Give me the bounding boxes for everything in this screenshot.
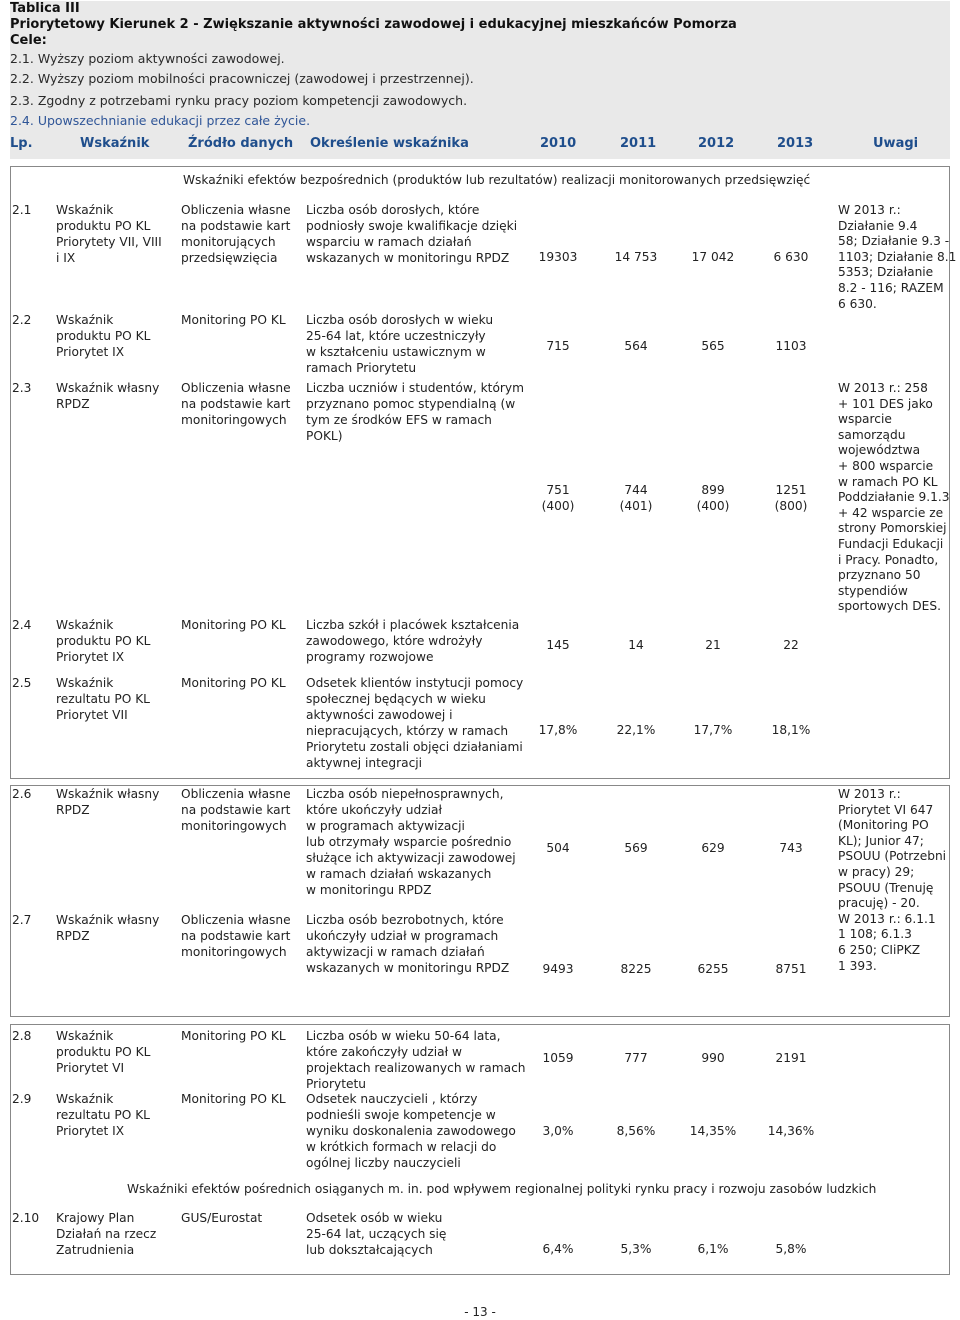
goal-item: 2.4. Upowszechnianie edukacji przez całe życie. xyxy=(10,113,311,128)
note-line: W 2013 r.: 258 xyxy=(838,381,928,395)
row-indicator-line: Priorytety VII, VIII xyxy=(56,235,162,249)
row-definition-line: podnieśli swoje kompetencje w xyxy=(306,1108,496,1122)
row-indicator-line: Wskaźnik własny xyxy=(56,381,160,395)
row-definition-line: wyniku doskonalenia zawodowego xyxy=(306,1124,516,1138)
row-value-2010: 19303 xyxy=(538,250,578,264)
row-definition-line: lub otrzymały wsparcie pośrednio xyxy=(306,835,512,849)
column-header-2013: 2013 xyxy=(777,136,814,151)
row-indicator-line: RPDZ xyxy=(56,397,90,411)
note-line: 6 250; CIiPKZ xyxy=(838,943,921,957)
goal-item: 2.2. Wyższy poziom mobilności pracowniczej (zawodowej i przestrzennej). xyxy=(10,71,474,86)
row-definition-line: podniosły swoje kwalifikacje dzięki xyxy=(306,219,518,233)
row-indicator-line: produktu PO KL xyxy=(56,1045,151,1059)
row-definition-line: w kształceniu ustawicznym w xyxy=(306,345,486,359)
row-definition-line: aktywizacji w ramach działań xyxy=(306,945,485,959)
row-value-2010: 3,0% xyxy=(542,1124,574,1138)
row-lp: 2.3 xyxy=(12,381,32,395)
row-value-2013: 14,36% xyxy=(767,1124,815,1138)
row-definition-line: w monitoringu RPDZ xyxy=(306,883,432,897)
row-source-line: na podstawie kart xyxy=(181,219,291,233)
row-source-line: przedsięwzięcia xyxy=(181,251,278,265)
row-lp: 2.8 xyxy=(12,1029,32,1043)
note-line: pracuję) - 20. xyxy=(838,896,920,911)
row-value-2010: 6,4% xyxy=(542,1242,574,1256)
note-line: Priorytet VI 647 xyxy=(838,802,934,817)
note-line: + 42 wsparcie ze xyxy=(838,505,944,520)
row-source-line: na podstawie kart xyxy=(181,803,291,817)
note-line: W 2013 r.: xyxy=(838,787,901,801)
row-indicator-line: rezultatu PO KL xyxy=(56,1108,150,1122)
row-value-2013: 22 xyxy=(783,638,799,652)
row-indicator-line: Wskaźnik xyxy=(56,1029,114,1043)
row-value-2011: 744 xyxy=(624,483,648,497)
row-definition-line: w programach aktywizacji xyxy=(306,819,465,833)
section-title-direct: Wskaźniki efektów bezpośrednich (produktów lub rezultatów) realizacji monitorowanych przedsięwzięć xyxy=(183,173,811,187)
row-value-2012: 21 xyxy=(705,638,721,652)
note-line: 6 630. xyxy=(838,296,877,311)
note-line: strony Pomorskiej xyxy=(838,521,947,536)
row-indicator-line: Działań na rzecz xyxy=(56,1227,157,1241)
row-definition-line: niepracujących, którzy w ramach xyxy=(306,724,509,738)
row-source-line: Obliczenia własne xyxy=(181,787,291,801)
row-lp: 2.7 xyxy=(12,913,32,927)
row-value-2013: 8751 xyxy=(775,962,807,976)
row-definition-line: Odsetek osób w wieku xyxy=(306,1211,443,1225)
row-definition-line: Liczba osób w wieku 50-64 lata, xyxy=(306,1029,501,1043)
row-value-2013: 1251 xyxy=(775,483,807,497)
row-value-2010: 1059 xyxy=(542,1051,574,1065)
row-indicator-line: Priorytet VII xyxy=(56,708,128,722)
row-source-line: monitorujących xyxy=(181,235,276,249)
row-indicator-line: Priorytet IX xyxy=(56,345,125,359)
row-lp: 2.9 xyxy=(12,1092,32,1106)
row-indicator-line: i IX xyxy=(56,251,76,265)
row-value-note-2011: (401) xyxy=(619,499,653,513)
row-definition-line: w ramach działań wskazanych xyxy=(306,867,492,881)
row-definition-line: 25-64 lat, które uczestniczyły xyxy=(306,329,486,343)
row-definition-line: które ukończyły udział xyxy=(306,803,442,817)
row-indicator-line: Priorytet IX xyxy=(56,1124,125,1138)
row-value-note-2010: (400) xyxy=(541,499,575,513)
row-indicator-line: RPDZ xyxy=(56,803,90,817)
note-line: sportowych DES. xyxy=(838,599,941,614)
note-line: w ramach PO KL xyxy=(838,474,938,489)
row-indicator-line: Zatrudnienia xyxy=(56,1243,135,1257)
row-definition-line: zawodowego, które wdrożyły xyxy=(306,634,483,648)
row-indicator-line: Krajowy Plan xyxy=(56,1211,135,1225)
note-line: w pracy) 29; xyxy=(838,865,915,879)
note-line: przyznano 50 xyxy=(838,568,921,583)
row-source-line: Obliczenia własne xyxy=(181,203,291,217)
section-title-indirect: Wskaźniki efektów pośrednich osiąganych m. in. pod wpływem regionalnej polityki rynku pracy i rozwoju zasobów ludzkich xyxy=(127,1182,877,1196)
row-source-line: Monitoring PO KL xyxy=(181,1092,286,1106)
row-source-line: Monitoring PO KL xyxy=(181,618,286,632)
note-line: + 101 DES jako xyxy=(838,396,933,411)
row-source-line: Obliczenia własne xyxy=(181,913,291,927)
row-definition-line: społecznej będących w wieku xyxy=(306,692,486,706)
column-header-lp: Lp. xyxy=(10,136,33,151)
row-value-2012: 565 xyxy=(701,339,725,353)
row-value-2012: 17 042 xyxy=(691,250,735,264)
row-lp: 2.5 xyxy=(12,676,32,690)
note-line: wsparcie xyxy=(838,412,892,427)
row-definition-line: Liczba osób dorosłych w wieku xyxy=(306,313,494,327)
note-line: KL); Junior 47; xyxy=(838,833,924,848)
row-value-2010: 145 xyxy=(546,638,570,652)
row-indicator-line: Wskaźnik xyxy=(56,1092,114,1106)
row-indicator-line: Priorytet VI xyxy=(56,1061,125,1075)
note-line: 8.2 - 116; RAZEM xyxy=(838,281,944,295)
row-definition-line: programy rozwojowe xyxy=(306,650,434,664)
note-line: 1 108; 6.1.3 xyxy=(838,927,912,942)
note-line: stypendiów xyxy=(838,583,908,598)
row-value-2011: 564 xyxy=(624,339,648,353)
row-value-2011: 22,1% xyxy=(616,723,656,737)
row-indicator-line: produktu PO KL xyxy=(56,219,151,233)
row-indicator-line: produktu PO KL xyxy=(56,329,151,343)
row-definition-line: lub dokształcających xyxy=(306,1243,433,1257)
note-line: województwa xyxy=(838,443,921,458)
row-definition-line: projektach realizowanych w ramach xyxy=(306,1061,526,1075)
row-definition-line: w krótkich formach w relacji do xyxy=(306,1140,497,1154)
row-definition-line: tym ze środków EFS w ramach xyxy=(306,413,492,427)
row-definition-line: które zakończyły udział w xyxy=(306,1045,462,1059)
note-line: PSOUU (Trenuję xyxy=(838,880,934,895)
row-definition-line: Liczba osób dorosłych, które xyxy=(306,203,480,217)
row-lp: 2.4 xyxy=(12,618,32,632)
row-source-line: Monitoring PO KL xyxy=(181,1029,286,1043)
row-indicator-line: Wskaźnik własny xyxy=(56,787,160,801)
note-line: 1103; Działanie 8.1 xyxy=(838,249,957,264)
column-header-2010: 2010 xyxy=(540,136,577,151)
row-value-2012: 990 xyxy=(701,1051,725,1065)
row-definition-line: 25-64 lat, uczących się xyxy=(306,1227,447,1241)
note-line: 1 393. xyxy=(838,958,877,973)
row-indicator-line: Wskaźnik xyxy=(56,676,114,690)
row-value-2013: 18,1% xyxy=(771,723,811,737)
row-definition-line: wskazanych w monitoringu RPDZ xyxy=(306,251,510,265)
note-line: i Pracy. Ponadto, xyxy=(838,552,939,567)
priority-title: Priorytetowy Kierunek 2 - Zwiększanie aktywności zawodowej i edukacyjnej mieszkańców Pomorza xyxy=(10,17,737,32)
note-line: PSOUU (Potrzebni xyxy=(838,849,947,864)
row-definition-line: POKL) xyxy=(306,429,343,443)
row-value-2011: 5,3% xyxy=(620,1242,652,1256)
row-definition-line: ogólnej liczby nauczycieli xyxy=(306,1156,461,1170)
row-definition-line: Odsetek klientów instytucji pomocy xyxy=(306,676,524,690)
row-value-2011: 14 xyxy=(628,638,644,652)
note-line: W 2013 r.: 6.1.1 xyxy=(838,911,936,926)
goals-label: Cele: xyxy=(10,33,47,48)
note-line: W 2013 r.: xyxy=(838,203,901,217)
row-source-line: Obliczenia własne xyxy=(181,381,291,395)
note-line: + 800 wsparcie xyxy=(838,459,934,473)
row-value-2011: 8,56% xyxy=(616,1124,656,1138)
row-definition-line: Liczba uczniów i studentów, którym xyxy=(306,381,524,395)
row-indicator-line: Wskaźnik xyxy=(56,203,114,217)
row-value-2012: 899 xyxy=(701,483,725,497)
table-title: Tablica III xyxy=(10,1,80,16)
row-indicator-line: RPDZ xyxy=(56,929,90,943)
row-indicator-line: Wskaźnik xyxy=(56,618,114,632)
note-line: (Monitoring PO xyxy=(838,818,929,833)
row-value-2011: 8225 xyxy=(620,962,652,976)
row-value-2010: 17,8% xyxy=(538,723,578,737)
row-value-2012: 17,7% xyxy=(693,723,733,737)
row-value-2013: 2191 xyxy=(775,1051,807,1065)
row-definition-line: Liczba szkół i placówek kształcenia xyxy=(306,618,520,632)
column-header-indicator: Wskaźnik xyxy=(80,136,150,151)
row-value-2010: 715 xyxy=(546,339,570,353)
row-lp: 2.10 xyxy=(12,1211,40,1225)
row-definition-line: Odsetek nauczycieli , którzy xyxy=(306,1092,478,1106)
row-indicator-line: produktu PO KL xyxy=(56,634,151,648)
column-header-notes: Uwagi xyxy=(873,136,919,151)
row-value-2013: 743 xyxy=(779,841,803,855)
row-value-2013: 1103 xyxy=(775,339,807,353)
table-header-band xyxy=(10,1,950,159)
note-line: 58; Działanie 9.3 - xyxy=(838,234,950,249)
section-box-2 xyxy=(10,785,950,1017)
row-indicator-line: Wskaźnik xyxy=(56,313,114,327)
row-source-line: monitoringowych xyxy=(181,413,287,427)
note-line: Działanie 9.4 xyxy=(838,218,918,233)
row-source-line: monitoringowych xyxy=(181,819,287,833)
row-value-2011: 14 753 xyxy=(614,250,658,264)
column-header-source: Źródło danych xyxy=(188,136,294,151)
note-line: Fundacji Edukacji xyxy=(838,537,944,551)
row-definition-line: aktywnej integracji xyxy=(306,756,423,770)
row-definition-line: Priorytetu zostali objęci działaniami xyxy=(306,740,523,754)
row-definition-line: ramach Priorytetu xyxy=(306,361,417,375)
row-source-line: na podstawie kart xyxy=(181,397,291,411)
row-definition-line: przyznano pomoc stypendialną (w xyxy=(306,397,516,411)
row-value-2012: 629 xyxy=(701,841,725,855)
row-value-2012: 14,35% xyxy=(689,1124,737,1138)
row-definition-line: Liczba osób bezrobotnych, które xyxy=(306,913,504,927)
row-source-line: monitoringowych xyxy=(181,945,287,959)
row-value-2012: 6,1% xyxy=(697,1242,729,1256)
note-line: Poddziałanie 9.1.3 xyxy=(838,490,950,505)
row-value-2011: 569 xyxy=(624,841,648,855)
note-line: 5353; Działanie xyxy=(838,265,934,280)
row-indicator-line: Wskaźnik własny xyxy=(56,913,160,927)
row-definition-line: Priorytetu xyxy=(306,1077,366,1091)
row-indicator-line: rezultatu PO KL xyxy=(56,692,150,706)
note-line: samorządu xyxy=(838,427,906,442)
row-definition-line: służące ich aktywizacji zawodowej xyxy=(306,851,516,865)
row-source-line: na podstawie kart xyxy=(181,929,291,943)
row-value-2012: 6255 xyxy=(697,962,729,976)
row-value-2010: 9493 xyxy=(542,962,574,976)
row-lp: 2.1 xyxy=(12,203,32,217)
row-value-2011: 777 xyxy=(624,1051,648,1065)
row-definition-line: wsparciu w ramach działań xyxy=(306,235,472,249)
row-value-2013: 6 630 xyxy=(773,250,809,264)
row-value-2010: 504 xyxy=(546,841,570,855)
row-value-note-2012: (400) xyxy=(696,499,730,513)
row-value-2010: 751 xyxy=(546,483,570,497)
goal-item: 2.3. Zgodny z potrzebami rynku pracy poziom kompetencji zawodowych. xyxy=(10,93,468,108)
column-header-2012: 2012 xyxy=(698,136,735,151)
row-source-line: GUS/Eurostat xyxy=(181,1211,263,1225)
goal-item: 2.1. Wyższy poziom aktywności zawodowej. xyxy=(10,51,285,66)
page-number: - 13 - xyxy=(464,1305,496,1319)
row-definition-line: Liczba osób niepełnosprawnych, xyxy=(306,787,504,801)
column-header-2011: 2011 xyxy=(620,136,657,151)
column-header-definition: Określenie wskaźnika xyxy=(310,136,469,151)
row-lp: 2.2 xyxy=(12,313,32,327)
row-source-line: Monitoring PO KL xyxy=(181,313,286,327)
row-value-2013: 5,8% xyxy=(775,1242,807,1256)
row-lp: 2.6 xyxy=(12,787,32,801)
row-indicator-line: Priorytet IX xyxy=(56,650,125,664)
row-definition-line: wskazanych w monitoringu RPDZ xyxy=(306,961,510,975)
row-definition-line: ukończyły udział w programach xyxy=(306,929,499,943)
row-definition-line: aktywności zawodowej i xyxy=(306,708,453,722)
row-value-note-2013: (800) xyxy=(774,499,808,513)
row-source-line: Monitoring PO KL xyxy=(181,676,286,690)
